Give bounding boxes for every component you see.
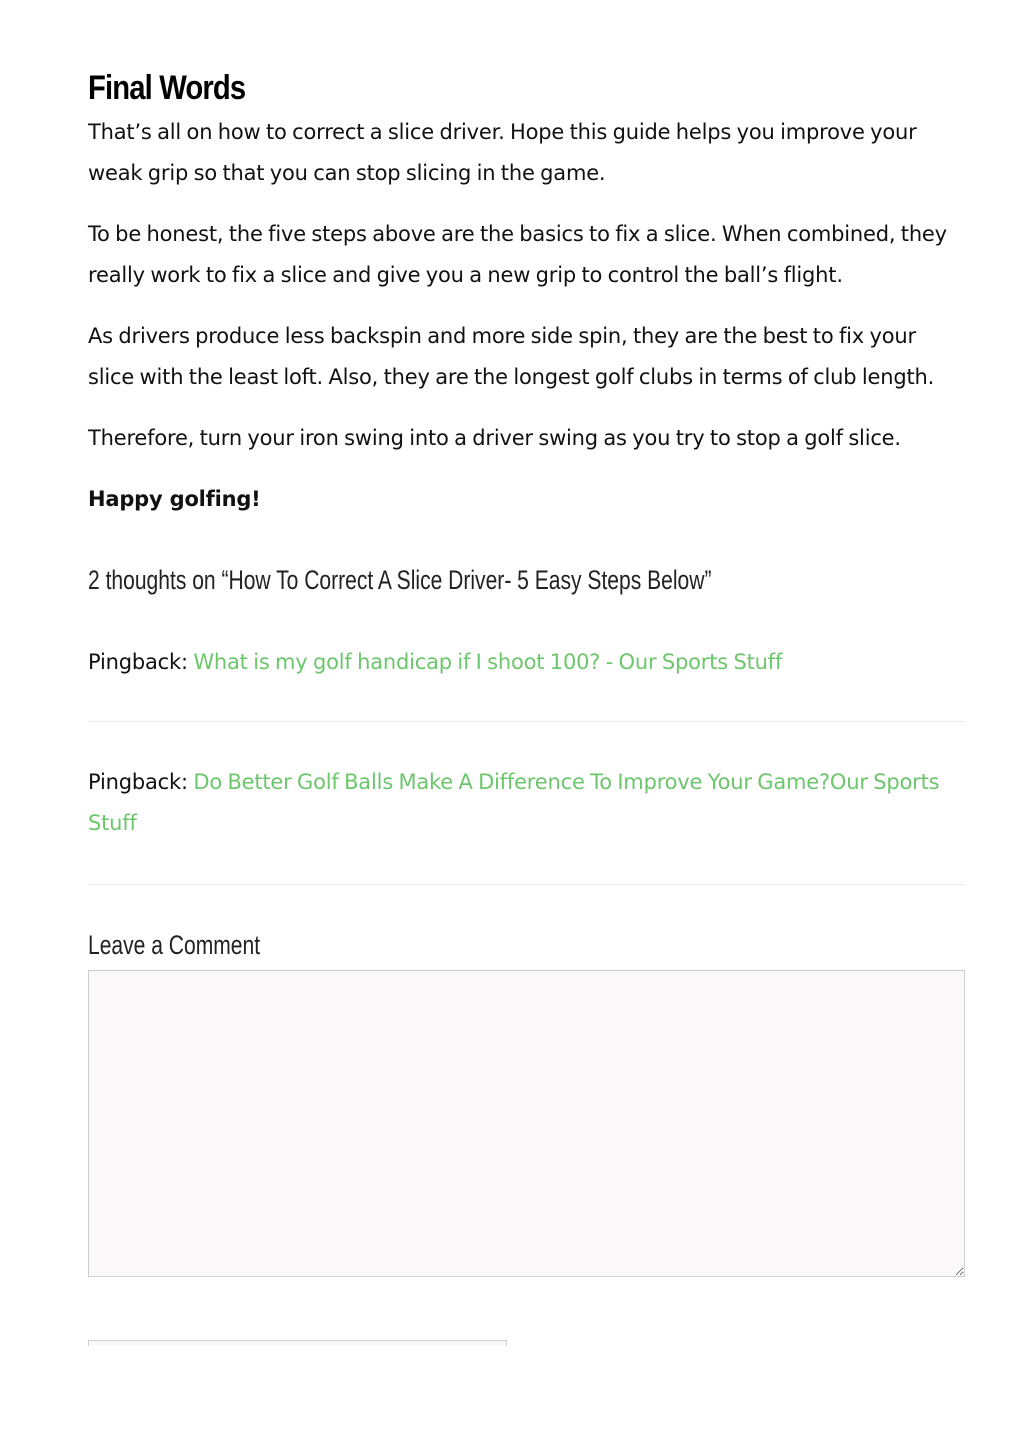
leave-comment-title: Leave a Comment bbox=[88, 930, 261, 960]
closing-line: Happy golfing! bbox=[88, 487, 261, 511]
pingback-link[interactable]: What is my golf handicap if I shoot 100? - Our Sports Stuff bbox=[193, 650, 783, 674]
section-heading: Final Words bbox=[88, 69, 246, 107]
comment-textarea[interactable] bbox=[88, 970, 965, 1277]
article-paragraph: To be honest, the five steps above are the basics to fix a slice. When combined, they really work to fix a slice and give you a new grip to control the ball’s flight. bbox=[88, 222, 947, 287]
comment-list bbox=[88, 642, 965, 885]
article-paragraph: Therefore, turn your iron swing into a driver swing as you try to stop a golf slice. bbox=[88, 426, 901, 450]
pingback-item bbox=[88, 762, 965, 885]
pingback-label: Pingback: bbox=[88, 650, 188, 674]
article-content bbox=[88, 60, 965, 1277]
name-input-field[interactable] bbox=[88, 1340, 507, 1346]
pingback-label: Pingback: bbox=[88, 770, 188, 794]
pingback-item bbox=[88, 642, 965, 722]
comments-title: 2 thoughts on “How To Correct A Slice Driver- 5 Easy Steps Below” bbox=[88, 565, 712, 595]
pingback-link[interactable]: Do Better Golf Balls Make A Difference To Improve Your Game?Our Sports Stuff bbox=[88, 770, 940, 835]
article-paragraph: As drivers produce less backspin and more side spin, they are the best to fix your slice with the least loft. Also, they are the longest golf clubs in terms of club length. bbox=[88, 324, 935, 389]
article-paragraph: That’s all on how to correct a slice driver. Hope this guide helps you improve your weak grip so that you can stop slicing in the game. bbox=[88, 120, 917, 185]
